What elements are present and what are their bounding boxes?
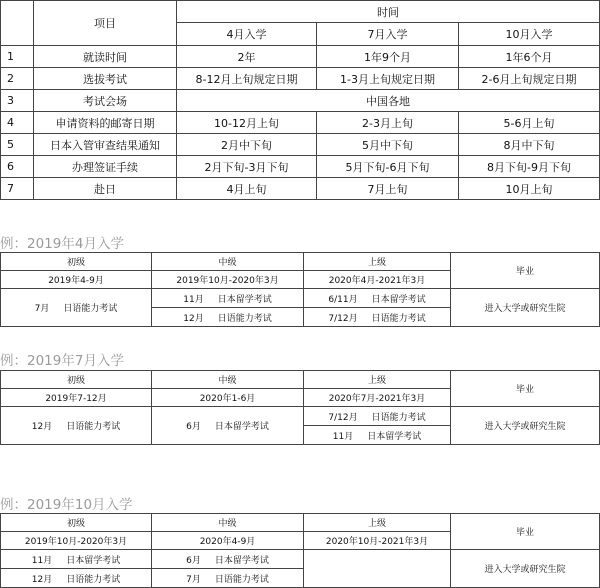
grad-text: 进入大学或研究生院 [451,550,600,588]
table-row: 7 赴日 4月上旬 7月上旬 10月上旬 [1,178,600,200]
table-row: 2 选拔考试 8-12月上旬规定日期 1-3月上旬规定日期 2-6月上旬规定日期 [1,68,600,90]
table-row: 4 申请资料的邮寄日期 10-12月上旬 2-3月上旬 5-6月上旬 [1,112,600,134]
level-period: 2019年10月-2020年3月 [152,271,304,289]
example-title-april: 例：2019年4月入学 [0,236,124,252]
exam-event: 6月 日本留学考试 [152,407,304,445]
exam-event: 7月 日语能力考试 [152,569,304,588]
example-table-april [0,252,600,327]
header-item: 项目 [34,1,177,46]
exam-event: 11月 日本留学考试 [1,550,152,569]
header-intake-october: 10月入学 [459,23,600,46]
header-intake-july: 7月入学 [317,23,459,46]
header-blank [1,1,34,46]
level-period: 2020年7月-2021年3月 [304,389,451,407]
level-period: 2019年7-12月 [1,389,152,407]
level-period: 2020年4月-2021年3月 [304,271,451,289]
level-name: 中级 [152,514,304,532]
example-title-july: 例：2019年7月入学 [0,353,124,369]
example-table-july [0,370,600,445]
table-row: 1 就读时间 2年 1年9个月 1年6个月 [1,46,600,68]
level-name: 上级 [304,371,451,389]
exam-event: 12月 日语能力考试 [1,407,152,445]
exam-event: 11月 日本留学考试 [304,426,451,445]
level-name: 初级 [1,253,152,271]
exam-event: 12月 日语能力考试 [1,569,152,588]
grad-text: 进入大学或研究生院 [451,407,600,445]
exam-event: 6/11月 日本留学考试 [304,289,451,308]
level-name: 中级 [152,371,304,389]
level-period: 2020年4-9月 [152,532,304,550]
exam-event: 7/12月 日语能力考试 [304,407,451,426]
level-period: 2019年10月-2020年3月 [1,532,152,550]
merged-cell: 中国各地 [177,90,600,112]
level-period: 2020年1-6月 [152,389,304,407]
table-row: 6 办理签证手续 2月下旬-3月下旬 5月下旬-6月下旬 8月下旬-9月下旬 [1,156,600,178]
table-row: 5 日本入管审查结果通知 2月中下旬 5月中下旬 8月中下旬 [1,134,600,156]
exam-event [304,550,451,588]
exam-event: 12月 日语能力考试 [152,308,304,327]
exam-event: 11月 日本留学考试 [152,289,304,308]
header-intake-april: 4月入学 [177,23,317,46]
intake-schedule-table [0,0,600,200]
grad-label: 毕业 [451,371,600,407]
level-name: 上级 [304,253,451,271]
example-title-october: 例：2019年10月入学 [0,497,133,513]
level-name: 初级 [1,514,152,532]
grad-label: 毕业 [451,253,600,289]
exam-event: 6月 日本留学考试 [152,550,304,569]
grad-text: 进入大学或研究生院 [451,289,600,327]
table-row: 3 考试会场 中国各地 [1,90,600,112]
example-table-october [0,513,600,588]
exam-event: 7/12月 日语能力考试 [304,308,451,327]
grad-label: 毕业 [451,514,600,550]
level-name: 中级 [152,253,304,271]
level-period: 2019年4-9月 [1,271,152,289]
level-name: 上级 [304,514,451,532]
exam-event: 7月 日语能力考试 [1,289,152,327]
level-period: 2020年10月-2021年3月 [304,532,451,550]
level-name: 初级 [1,371,152,389]
header-time: 时间 [177,1,600,23]
